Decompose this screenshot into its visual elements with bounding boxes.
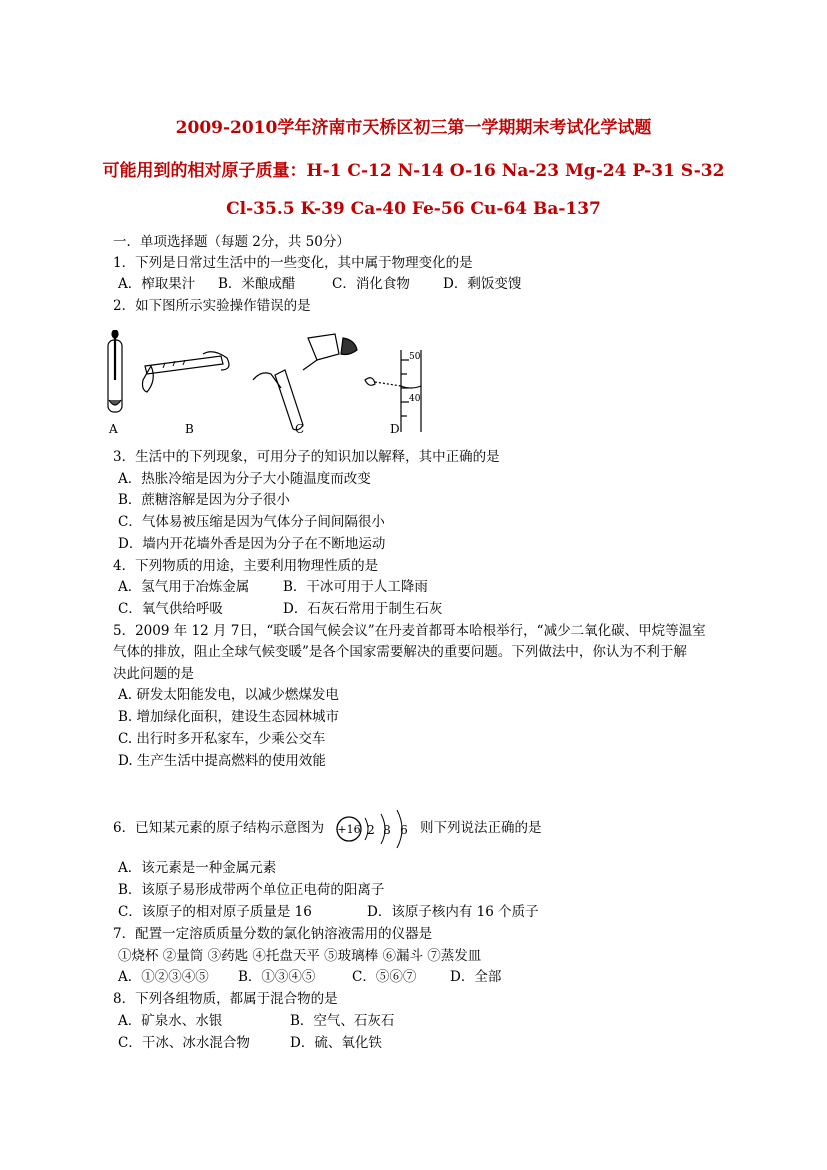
q6-option-c: C．该原子的相对原子质量是 16 — [118, 904, 312, 920]
section-heading: 一．单项选择题（每题 2分，共 50分） — [113, 234, 350, 250]
q7-option-b: B．①③④⑤ — [238, 969, 316, 985]
q1-option-d: D．剩饭变馊 — [443, 276, 522, 292]
q6-stem-row — [113, 806, 573, 856]
figure-label-b: B — [185, 422, 194, 436]
q5-option-c: C. 出行时多开私家车，少乘公交车 — [118, 731, 326, 747]
atom-shell-2: 8 — [383, 823, 391, 837]
q6-stem-prefix: 6．已知某元素的原子结构示意图为 — [113, 820, 325, 836]
q3-option-c: C．气体易被压缩是因为气体分子间间隔很小 — [118, 514, 385, 530]
q1-option-b: B．米酿成醋 — [218, 276, 296, 292]
q3-option-d: D．墙内开花墙外香是因为分子在不断地运动 — [118, 536, 386, 552]
q5-option-b: B. 增加绿化面积，建设生态园林城市 — [118, 709, 340, 725]
q6-option-b: B．该原子易形成带两个单位正电荷的阳离子 — [118, 882, 385, 898]
q7-option-a: A．①②③④⑤ — [118, 969, 209, 985]
q5-stem-line-2: 气体的排放，阻止全球气候变暖”是各个国家需要解决的重要问题。下列做法中，你认为不利于解 — [113, 644, 687, 660]
q4-stem: 4．下列物质的用途，主要利用物理性质的是 — [113, 558, 379, 574]
page-title: 2009-2010学年济南市天桥区初三第一学期期末考试化学试题 — [175, 118, 652, 138]
q7-stem: 7．配置一定溶质质量分数的氯化钠溶液需用的仪器是 — [113, 926, 433, 942]
q4-option-a: A．氢气用于冶炼金属 — [118, 579, 250, 595]
q4-option-d: D．石灰石常用于制生石灰 — [283, 601, 443, 617]
q8-option-c: C．干冰、冰水混合物 — [118, 1035, 250, 1051]
q1-stem: 1．下列是日常过生活中的一些变化，其中属于物理变化的是 — [113, 255, 473, 271]
figure-label-d: D — [390, 422, 400, 436]
q8-option-d: D．硫、氧化铁 — [290, 1035, 382, 1051]
atom-shell-1: 2 — [367, 823, 375, 837]
q3-option-a: A．热胀冷缩是因为分子大小随温度而改变 — [118, 471, 371, 487]
lab-operations-illustration — [103, 330, 433, 438]
cylinder-scale-top: 50 — [409, 352, 421, 362]
q6-option-d: D．该原子核内有 16 个质子 — [367, 904, 539, 920]
atom-structure-diagram — [335, 806, 419, 852]
figure-a-dropper — [108, 330, 122, 412]
q5-stem-line-1: 5．2009 年 12 月 7日，“联合国气候会议”在丹麦首都哥本哈根举行，“减少二氧化碳、甲烷等温室 — [113, 623, 706, 639]
figure-d-cylinder — [365, 350, 421, 432]
figure-label-a: A — [109, 422, 118, 436]
q2-figure — [103, 330, 433, 438]
q5-option-d: D. 生产生活中提高燃料的使用效能 — [118, 753, 326, 769]
q7-option-d: D．全部 — [450, 969, 502, 985]
q7-instrument-list: ①烧杯 ②量筒 ③药匙 ④托盘天平 ⑤玻璃棒 ⑥漏斗 ⑦蒸发皿 — [118, 948, 482, 964]
atom-shell-3: 6 — [400, 823, 408, 837]
cylinder-scale-bottom: 40 — [409, 394, 421, 404]
atom-nucleus: +16 — [337, 823, 361, 836]
q1-option-a: A．榨取果汁 — [118, 276, 196, 292]
atomic-masses-line-2: Cl-35.5 K-39 Ca-40 Fe-56 Cu-64 Ba-137 — [226, 199, 601, 219]
figure-label-c: C — [295, 422, 305, 436]
q5-option-a: A. 研发太阳能发电，以减少燃煤发电 — [118, 687, 339, 703]
q1-option-c: C．消化食物 — [332, 276, 410, 292]
q3-option-b: B．蔗糖溶解是因为分子很小 — [118, 492, 290, 508]
q5-stem-line-3: 决此问题的是 — [113, 666, 194, 682]
atomic-masses-line-1: 可能用到的相对原子质量：H-1 C-12 N-14 O-16 Na-23 Mg-24 P-31 S-32 — [102, 161, 725, 181]
figure-b-heating-tube — [143, 352, 230, 392]
q8-stem: 8．下列各组物质，都属于混合物的是 — [113, 991, 338, 1007]
q4-option-b: B．干冰可用于人工降雨 — [283, 579, 428, 595]
q2-stem: 2．如下图所示实验操作错误的是 — [113, 298, 311, 314]
q6-option-a: A．该元素是一种金属元素 — [118, 860, 277, 876]
q3-stem: 3．生活中的下列现象，可用分子的知识加以解释，其中正确的是 — [113, 449, 500, 465]
q7-option-c: C．⑤⑥⑦ — [352, 969, 417, 985]
q4-option-c: C．氧气供给呼吸 — [118, 601, 223, 617]
figure-c-pouring — [253, 334, 357, 430]
q8-option-a: A．矿泉水、水银 — [118, 1013, 223, 1029]
q8-option-b: B．空气、石灰石 — [290, 1013, 395, 1029]
q6-stem-suffix: 则下列说法正确的是 — [420, 820, 542, 836]
